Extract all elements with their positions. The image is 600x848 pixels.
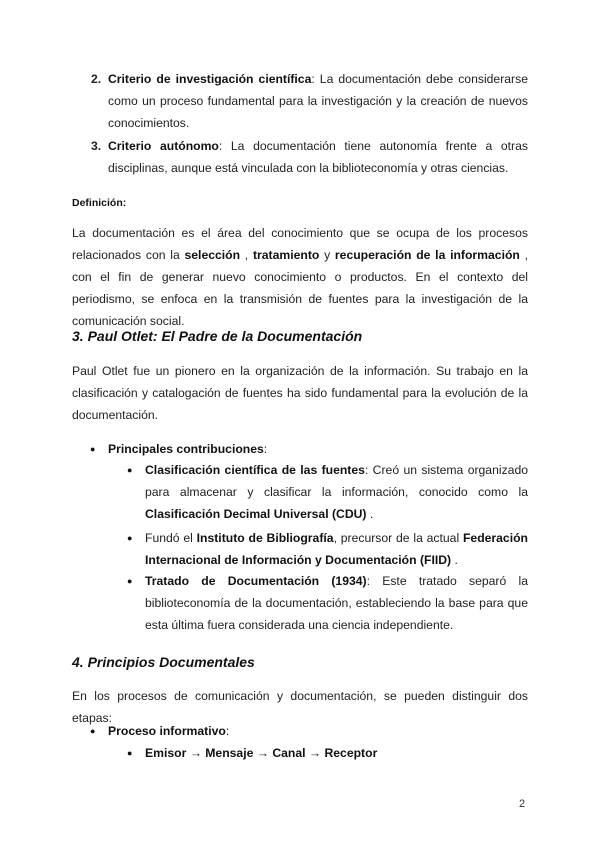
- section-heading: 3. Paul Otlet: El Padre de la Documentación: [72, 328, 363, 344]
- definition-label: Definición:: [72, 197, 127, 209]
- item-text: Criterio de investigación científica: La documentación debe considerarse como un proceso fundamental para la investigación y la creación de nuevos conocimientos.: [108, 72, 528, 130]
- item-number: 2.: [91, 72, 102, 86]
- bullet-icon: ●: [127, 533, 133, 543]
- section-intro: Paul Otlet fue un pionero en la organización de la información. Su trabajo en la clasificación y catalogación de fuentes ha sido fundamental para la evolución de la documentación.: [72, 364, 528, 422]
- numbered-item: [72, 135, 528, 179]
- item-title: Criterio autónomo: [108, 139, 219, 153]
- item-text: Criterio autónomo: La documentación tiene autonomía frente a otras disciplinas, aunque está vinculada con la biblioteconomía y otras ciencias.: [108, 139, 528, 175]
- contribution-item: Fundó el Instituto de Bibliografía, precursor de la actual Federación Internacional de Información y Documentación (FIID) .: [145, 531, 528, 567]
- definition-paragraph: La documentación es el área del conocimiento que se ocupa de los procesos relacionados con la selección , tratamiento y recuperación de la información , con el fin de generar nuevo conocimiento o productos. En el contexto del periodismo, se enfoca en la transmisión de fuentes para la investigación de la comunicación social.: [72, 226, 528, 328]
- bullet-icon: ●: [127, 576, 133, 586]
- process-flow: Emisor → Mensaje → Canal → Receptor: [145, 746, 378, 760]
- contribution-item: Clasificación científica de las fuentes: Creó un sistema organizado para almacenar y clasificar la información, conocido como la Clasificación Decimal Universal (CDU) .: [145, 463, 528, 521]
- section-heading: 4. Principios Documentales: [72, 654, 255, 670]
- bullet-icon: ●: [127, 465, 133, 475]
- contribution-item: Tratado de Documentación (1934): Este tratado separó la biblioteconomía de la documentación, estableciendo la base para que esta última fuera considerada una ciencia independiente.: [145, 574, 528, 632]
- numbered-item: [72, 68, 528, 134]
- bullet-icon: ●: [90, 726, 96, 736]
- item-title: Criterio de investigación científica: [108, 72, 312, 86]
- section-intro: En los procesos de comunicación y documentación, se pueden distinguir dos etapas:: [72, 689, 528, 725]
- bullet-icon: ●: [90, 444, 96, 454]
- contributions-label: Principales contribuciones:: [108, 442, 268, 456]
- process-label: Proceso informativo:: [108, 724, 230, 738]
- item-number: 3.: [91, 139, 102, 153]
- bullet-icon: ●: [127, 748, 133, 758]
- page-number: 2: [519, 798, 526, 810]
